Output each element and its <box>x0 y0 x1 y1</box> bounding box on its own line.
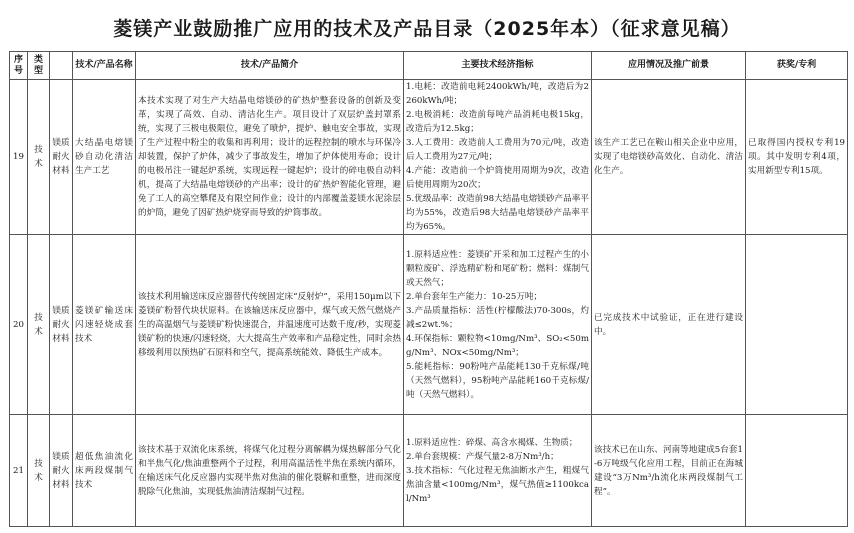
indicator-item: 1.原料适应性：碎煤、高含水褐煤、生物质； <box>406 437 578 448</box>
indicator-item: 3.人工费用：改造前人工费用为70元/吨，改造后人工费用为27元/吨； <box>406 138 589 162</box>
row-name: 大结晶电熔镁砂自动化清洁生产工艺 <box>73 80 136 235</box>
indicator-item: 2.单台套年生产能力：10-25万吨； <box>406 291 543 302</box>
indicator-item: 3.技术指标：气化过程无焦油断水产生，粗煤气焦油含量<100mg/Nm³，煤气热值≥1100kcal/Nm³ <box>406 465 589 504</box>
header-category <box>50 52 73 80</box>
indicator-item: 1.电耗：改造前电耗2400kWh/吨，改造后为2260kWh/吨； <box>406 82 589 106</box>
table-row <box>10 415 848 527</box>
indicator-item: 5.能耗指标：90粉吨产品能耗130千克标煤/吨（天然气燃料），95粉吨产品能耗160千克标煤/吨（天然气燃料）。 <box>406 361 589 400</box>
row-category: 镁质耐火材料 <box>50 415 73 527</box>
indicator-item: 4.环保指标：颗粒物<10mg/Nm³、SO₂<50mg/Nm³、NOx<50mg/Nm³； <box>406 333 589 358</box>
header-awards: 获奖/专利 <box>746 52 848 80</box>
row-type: 技术 <box>28 80 50 235</box>
row-seq: 20 <box>10 235 28 415</box>
header-indicators: 主要技术经济指标 <box>404 52 592 80</box>
row-application: 该生产工艺已在鞍山相关企业中应用，实现了电熔镁砂高效化、自动化、清洁化生产。 <box>592 80 746 235</box>
row-application: 该技术已在山东、河南等地建成5台套1-6万吨级气化应用工程，目前正在海城建设“3万Nm³/h流化床两段煤制气工程”。 <box>592 415 746 527</box>
row-category: 镁质耐火材料 <box>50 80 73 235</box>
row-intro: 该技术基于双流化床系统，将煤气化过程分离解耦为煤热解部分气化和半焦气化/焦油重整两个子过程，利用高温活性半焦在系统内循环，在输送床气化反应器内实现半焦对焦油的催化裂解和重整，进而深度脱除气化焦油，实现低焦油清洁煤制气过程。 <box>136 415 404 527</box>
table-row <box>10 235 848 415</box>
row-type: 技术 <box>28 235 50 415</box>
row-name: 菱镁矿输送床闪速轻烧成套技术 <box>73 235 136 415</box>
row-category: 镁质耐火材料 <box>50 235 73 415</box>
row-seq: 19 <box>10 80 28 235</box>
row-application: 已完成技术中试验证，正在进行建设中。 <box>592 235 746 415</box>
page-title: 菱镁产业鼓励推广应用的技术及产品目录（2025年本）（征求意见稿） <box>113 18 741 40</box>
indicator-item: 1.原料适应性：菱镁矿开采和加工过程产生的小颗粒废矿、浮选精矿粉和尾矿粉；燃料：煤制气或天然气； <box>406 249 589 288</box>
row-indicators <box>404 235 592 415</box>
row-intro: 该技术利用输送床反应器替代传统固定床“反射炉”，采用150μm以下菱镁矿粉替代块状原料。在该输送床反应器中，煤气或天然气燃烧产生的高温烟气与菱镁矿粉快速混合，并温速度可达数千度/秒，实现菱镁矿粉的快速/闪速轻烧，大大提高生产效率和产品稳定性，同时余热移级利用以预热矿石原料和空气，提高系统能效、降低生产成本。 <box>136 235 404 415</box>
row-name: 超低焦油流化床两段煤制气技术 <box>73 415 136 527</box>
header-seq: 序号 <box>10 52 28 80</box>
indicator-item: 2.单台套规模：产煤气量2-8万Nm³/h； <box>406 451 559 462</box>
row-awards: 已取得国内授权专利19项。其中发明专利4项，实用新型专利15项。 <box>746 80 848 235</box>
header-intro: 技术/产品简介 <box>136 52 404 80</box>
catalog-table <box>9 51 848 527</box>
header-type: 类型 <box>28 52 50 80</box>
indicator-item: 5.优级品率：改造前98大结晶电熔镁砂产品率平均为55%，改造后98大结晶电熔镁砂产品率平均为65%。 <box>406 194 589 232</box>
header-name: 技术/产品名称 <box>73 52 136 80</box>
table-row <box>10 80 848 235</box>
row-awards <box>746 415 848 527</box>
indicator-item: 3.产品质量指标：活性(柠檬酸法)70-300s，灼减≤2wt.%； <box>406 305 589 330</box>
row-intro: 本技术实现了对生产大结晶电熔镁砂的矿热炉整套设备的创新及变革，实现了高效、自动、清洁化生产。项目设计了双层炉盖封罩系统，实现了三极电极限位，避免了喷炉，提炉、触电安全事故，实现了生产过程中粉尘的收集和再利用；设计的远程控制的喷水与环保冷却装置，保护了炉体，减少了事故发生，增加了炉体使用寿命；设计的电极吊注一键起炉系统，实现远程一键起炉；设计的碎电极自动料机，提高了大结晶电熔镁砂的产出率；设计的矿热炉智能化管理，避免了工人的高空攀爬及有限空间作业；设计的内部覆盖菱镁水泥涂层的炉筒，避免了因矿热炉烧穿而导致的炉筒事故。 <box>136 80 404 235</box>
row-awards <box>746 235 848 415</box>
row-seq: 21 <box>10 415 28 527</box>
row-indicators <box>404 415 592 527</box>
indicator-item: 4.产能：改造前一个炉筒使用周期为9次，改造后使用周期为20次； <box>406 166 589 190</box>
header-application: 应用情况及推广前景 <box>592 52 746 80</box>
row-type: 技术 <box>28 415 50 527</box>
indicator-item: 2.电极消耗：改造前每吨产品消耗电极15kg，改造后为12.5kg； <box>406 110 589 134</box>
table-header-row <box>10 52 848 80</box>
row-indicators <box>404 80 592 235</box>
